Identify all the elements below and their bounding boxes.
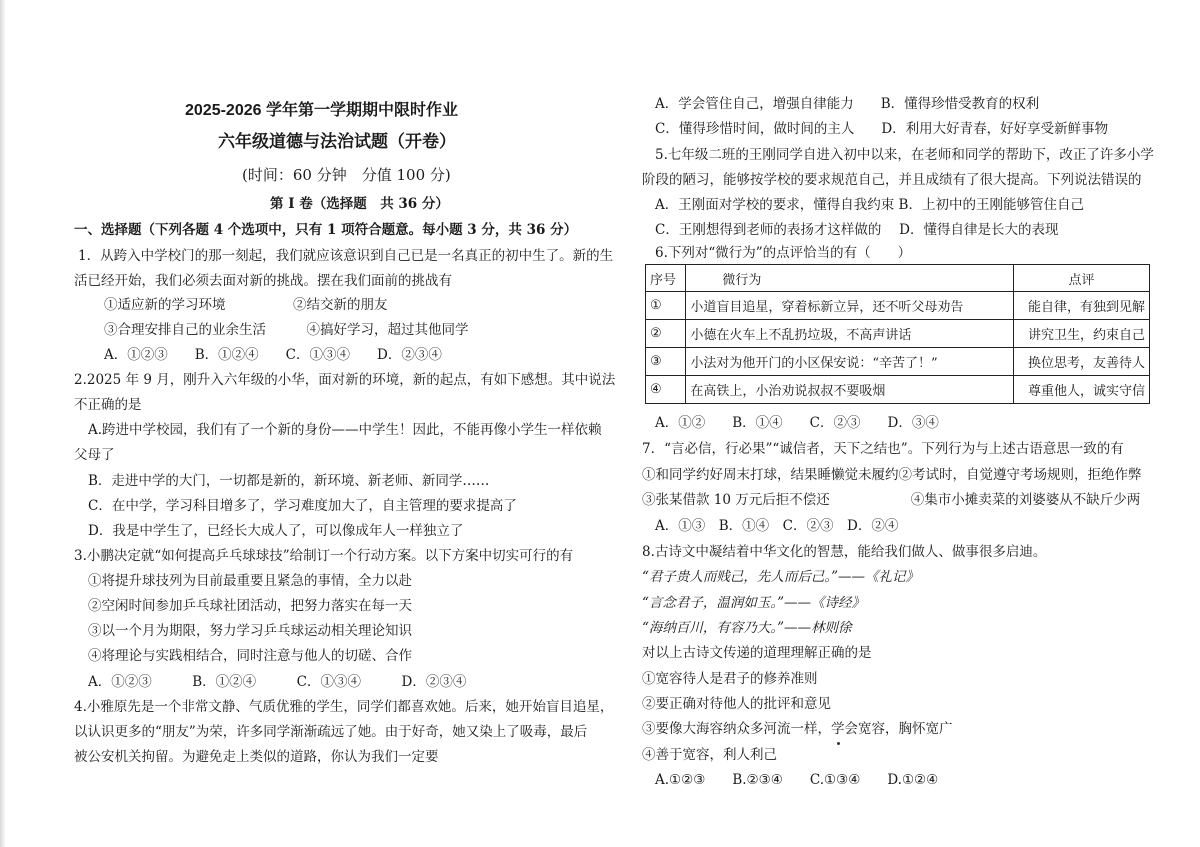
table-row [646, 292, 1150, 320]
table-cell-behavior: 小德在火车上不乱扔垃圾，不高声讲话 [686, 320, 1014, 348]
q4-stem-line2: 以认识更多的“朋友”为荣，许多同学渐渐疏远了她。由于好奇，她又染上了吸毒，最后 [74, 724, 588, 740]
exam-title: 2025-2026 学年第一学期期中限时作业 [185, 102, 458, 119]
table-cell-no: ② [646, 320, 686, 348]
table-cell-comment: 能自律，有独到见解 [1013, 292, 1149, 320]
table-header-comment: 点评 [1013, 265, 1149, 292]
exam-time-score: (时间：60 分钟 分值 100 分) [242, 166, 451, 184]
table-header-row [646, 265, 1150, 292]
q2-option-d: D．我是中学生了，已经长大成人了，可以像成年人一样独立了 [88, 523, 464, 539]
table-cell-no: ④ [646, 376, 686, 404]
q1-items-2: ③合理安排自己的业余生活 ④搞好学习，超过其他同学 [104, 322, 469, 338]
q8-options: A.①②③ B.②③④ C.①③④ D.①②④ [655, 772, 939, 788]
q8-item-4: ④善于宽容，利人利己 [642, 747, 777, 763]
q4-stem-line3: 被公安机关拘留。为避免走上类似的道路，你认为我们一定要 [74, 749, 439, 765]
q7-items-34: ③张某借款 10 万元后拒不偿还 ④集市小摊卖菜的刘婆婆从不缺斤少两 [642, 492, 1141, 508]
q2-option-b: B．走进中学的大门，一切都是新的，新环境、新老师、新同学…… [88, 473, 490, 489]
q3-item-4: ④将理论与实践相结合，同时注意与他人的切磋、合作 [88, 648, 412, 664]
table-row [646, 320, 1150, 348]
q6-options: A．①② B．①④ C．②③ D．③④ [655, 415, 939, 431]
q6-stem: 6.下列对“微行为”的点评恰当的有（ ） [655, 245, 912, 261]
q5-options-ab: A．王刚面对学校的要求，懂得自我约束 B．上初中的王刚能够管住自己 [655, 197, 1084, 213]
q2-stem-line2: 不正确的是 [74, 397, 142, 413]
q8-quote-linzexu: “海纳百川，有容乃大。”——林则徐 [642, 620, 852, 636]
q8-quote-shijing: “言念君子，温润如玉。”——《诗经》 [642, 595, 866, 611]
q1-options: A．①②③ B．①②④ C．①③④ D．②③④ [104, 347, 442, 363]
exam-subtitle: 六年级道德与法治试题（开卷） [218, 132, 456, 152]
q3-options: A．①②③ B．①②④ C．①③④ D．②③④ [88, 674, 467, 690]
q4-options-cd: C．懂得珍惜时间，做时间的主人 D．利用大好青春，好好享受新鲜事物 [655, 121, 1109, 137]
table-header-behavior: 微行为 [686, 265, 1014, 292]
q3-item-2: ②空闲时间参加乒乓球社团活动，把努力落实在每一天 [88, 598, 412, 614]
table-cell-no: ① [646, 292, 686, 320]
q2-option-a-line2: 父母了 [74, 447, 115, 463]
q5-stem-line1: 5.七年级二班的王刚同学自进入初中以来，在老师和同学的帮助下，改正了许多小学 [655, 147, 1154, 163]
table-cell-no: ③ [646, 348, 686, 376]
q8-stem: 8.古诗文中凝结着中华文化的智慧，能给我们做人、做事很多启迪。 [642, 544, 1047, 560]
table-cell-behavior: 在高铁上，小治劝说叔叔不要吸烟 [686, 376, 1014, 404]
table-cell-comment: 尊重他人，诚实守信 [1013, 376, 1149, 404]
table-row [646, 348, 1150, 376]
micro-behavior-table [645, 264, 1150, 404]
q1-stem-line1: 1．从跨入中学校门的那一刻起，我们就应该意识到自己已是一名真正的初中生了。新的生 [78, 248, 614, 264]
q2-stem-line1: 2.2025 年 9 月，刚升入六年级的小华，面对新的环境，新的起点，有如下感想。其中说法 [74, 372, 616, 388]
q1-stem-line2: 活已经开始，我们必须去面对新的挑战。摆在我们面前的挑战有 [74, 273, 452, 289]
q5-stem-line2: 阶段的陋习，能够按学校的要求规范自己，并且成绩有了很大提高。下列说法错误的 [642, 172, 1142, 188]
q5-options-cd: C．王刚想得到老师的表扬才这样做的 D．懂得自律是长大的表现 [655, 222, 1059, 238]
q4-stem-line1: 4.小雅原先是一个非常文静、气质优雅的学生，同学们都喜欢她。后来，她开始盲目追星， [74, 699, 614, 715]
table-cell-comment: 换位思考，友善待人 [1013, 348, 1149, 376]
page-edge-shadow [0, 0, 6, 847]
q2-option-a-line1: A.跨进中学校园，我们有了一个新的身份——中学生！因此，不能再像小学生一样依赖 [88, 422, 602, 438]
q3-stem: 3.小鹏决定就“如何提高乒乓球球技”给制订一个行动方案。以下方案中切实可行的有 [74, 548, 574, 564]
q8-question: 对以上古诗文传递的道理理解正确的是 [642, 645, 872, 661]
table-row [646, 376, 1150, 404]
q7-stem: 7．“言必信，行必果”“诚信者，天下之结也”。下列行为与上述古语意思一致的有 [642, 441, 1124, 457]
table-header-no: 序号 [646, 265, 686, 292]
table-cell-comment: 讲究卫生，约束自己 [1013, 320, 1149, 348]
q7-items-12: ①和同学约好周末打球，结果睡懒觉未履约②考试时，自觉遵守考场规则，拒绝作弊 [642, 467, 1142, 483]
q3-item-3: ③以一个月为期限，努力学习乒乓球运动相关理论知识 [88, 623, 412, 639]
q8-item-2: ②要正确对待他人的批评和意见 [642, 696, 831, 712]
q8-item-1: ①宽容待人是君子的修养准则 [642, 671, 818, 687]
q3-item-1: ①将提升球技列为目前最重要且紧急的事情，全力以赴 [88, 573, 412, 589]
section-instructions: 一、选择题（下列各题 4 个选项中，只有 1 项符合题意。每小题 3 分，共 36 分） [74, 222, 578, 238]
q4-options-ab: A．学会管住自己，增强自律能力 B．懂得珍惜受教育的权利 [655, 96, 1040, 112]
ink-dot [837, 742, 840, 745]
q7-options: A．①③ B．①④ C．②③ D．②④ [655, 518, 899, 534]
q8-quote-liji: “君子贵人而贱己，先人而后己。”——《礼记》 [642, 569, 920, 585]
q1-items-1: ①适应新的学习环境 ②结交新的朋友 [104, 297, 388, 313]
section-title: 第 I 卷（选择题 共 36 分） [270, 196, 449, 212]
q2-option-c: C．在中学，学习科目增多了，学习难度加大了，自主管理的要求提高了 [88, 498, 517, 514]
table-cell-behavior: 小道盲目追星，穿着标新立异，还不听父母劝告 [686, 292, 1014, 320]
table-cell-behavior: 小法对为他开门的小区保安说：“辛苦了！” [686, 348, 1014, 376]
q8-item-3: ③要像大海容纳众多河流一样，学会宽容，胸怀宽广 [642, 721, 953, 737]
